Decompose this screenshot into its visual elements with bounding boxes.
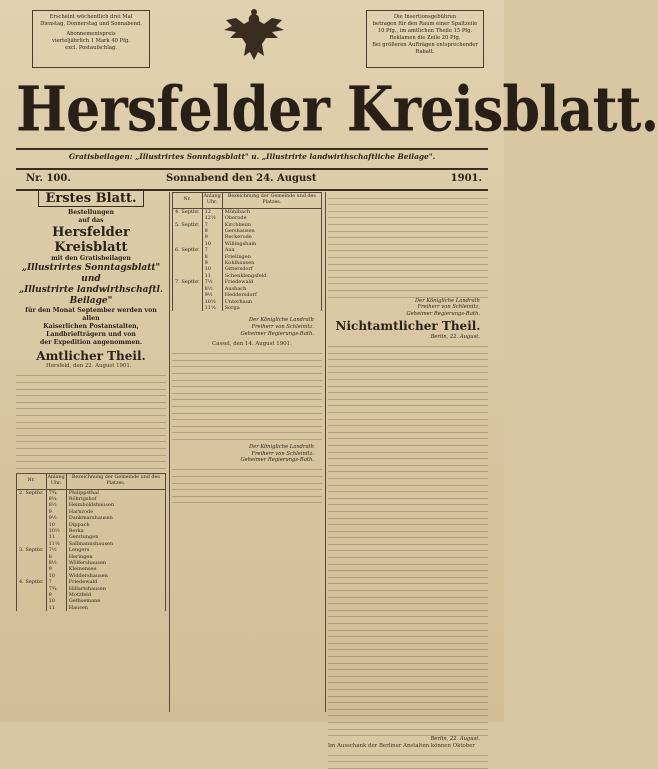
table-cell (173, 305, 203, 311)
table-cell: 11½ (202, 305, 222, 311)
table-cell: Röhrigshof (66, 496, 165, 502)
table-cell: Harnrode (66, 509, 165, 515)
table-cell: 10 (202, 266, 222, 272)
table-cell: 7½ (202, 279, 222, 285)
table-cell: 3. Septbr. (17, 547, 47, 553)
table-cell: 9½ (202, 292, 222, 298)
table-cell: 7 (202, 247, 222, 253)
divider (16, 168, 488, 170)
table-cell: 7. Septbr. (173, 279, 203, 285)
article-dateline: Cassel, den 14. August 1901. (212, 341, 292, 348)
table-cell: Hillartshausen (66, 586, 165, 592)
table-cell: 12½ (202, 215, 222, 221)
column-1 (16, 192, 166, 611)
table-cell: 9 (46, 566, 66, 572)
table-cell: 10 (202, 241, 222, 247)
table-cell: 10 (46, 573, 66, 579)
table-cell: Kirchheim (222, 222, 321, 228)
table-row (17, 605, 166, 611)
notice-line: mit den Gratisbeilagen (51, 254, 131, 262)
box-line: Die Insertionsgebühren (393, 14, 457, 20)
table-cell: Unterhaun (222, 299, 321, 305)
table-cell: 2. Septbr. (17, 489, 47, 496)
table-cell: 9 (46, 509, 66, 515)
table-cell: Gershausen (222, 228, 321, 234)
table-cell: 8½ (46, 502, 66, 508)
table-cell: Friedewald (66, 579, 165, 585)
table-cell: Philippsthal (66, 489, 165, 496)
table-cell: Reckerode (222, 234, 321, 240)
box-line: Reklamen die Zeile 20 Pfg. (389, 35, 461, 41)
section-label: Erstes Blatt. (16, 196, 166, 203)
issue-date: Sonnabend den 24. August (166, 173, 317, 184)
table-header: Nr. (173, 193, 203, 209)
table-cell (17, 605, 47, 611)
table-header: Anlang Uhr. (202, 193, 222, 209)
table-cell: Heddersdorf (222, 292, 321, 298)
signature: Der Königliche Landrath Freiherr von Schleinitz. Geheimer Regierungs-Rath. (240, 444, 314, 464)
column-2 (172, 192, 322, 503)
article-dateline: Hersfeld, den 22. August 1901. (46, 363, 132, 370)
notice-line: Kaiserlichen Postanstalten, Landbriefträgern und von (43, 322, 139, 338)
table-cell: Wölfershausen (66, 560, 165, 566)
issue-dateline (16, 172, 488, 188)
table-cell: 12 (202, 208, 222, 215)
table-cell: 11½ (46, 541, 66, 547)
table-cell: Heringen (66, 554, 165, 560)
table-cell: 11 (46, 534, 66, 540)
table-cell: 6. Septbr. (173, 247, 203, 253)
table-row (173, 305, 322, 311)
table-cell: 11 (46, 605, 66, 611)
table-cell: 9 (202, 234, 222, 240)
table-cell: 10 (46, 598, 66, 604)
table-cell: Hausen (66, 605, 165, 611)
table-cell: Dankmarshausen (66, 515, 165, 521)
table-cell: Gethsemane (66, 598, 165, 604)
official-section-heading: Amtlicher Theil. (36, 348, 146, 363)
table-cell: Aua (222, 247, 321, 253)
supplements-line: Gratisbeilagen: „Illustrirtes Sonntagsblatt" u. „Illustrirte landwirthschaftliche Beilage". (68, 152, 436, 161)
notice-line: für den Monat September werden von allen (25, 306, 157, 322)
article-dateline: Berlin, 22. August. (430, 333, 480, 340)
table-cell: Sorga (222, 305, 321, 311)
table-cell: Motzfeld (66, 592, 165, 598)
table-cell: 7 (202, 222, 222, 228)
table-cell: 7¾ (46, 586, 66, 592)
table-cell: 7¾ (46, 489, 66, 496)
schedule-table (172, 192, 322, 311)
table-cell: 8½ (46, 560, 66, 566)
table-cell: 5. Septbr. (173, 222, 203, 228)
newspaper-title: Hersfelder Kreisblatt. (16, 72, 658, 146)
box-line: vierteljährlich 1 Mark 40 Pfg. (52, 38, 130, 44)
table-header: Bezeichnung der Gemeinde und des Platzes. (66, 473, 165, 489)
table-header: Nr. (17, 473, 47, 489)
table-cell: 11 (202, 273, 222, 279)
table-cell: Sallmannshausen (66, 541, 165, 547)
table-cell: 4. Septbr. (173, 208, 203, 215)
notice-line: auf das (78, 216, 104, 224)
table-cell: 8¼ (46, 496, 66, 502)
table-cell: Ausbach (222, 286, 321, 292)
table-cell: Lengers (66, 547, 165, 553)
box-line: 10 Pfg., im amtlichen Theile 15 Pfg. (377, 28, 473, 34)
box-line: Erscheint wöchentlich drei Mal (49, 14, 133, 20)
table-cell: Schenklengsfeld (222, 273, 321, 279)
table-cell: Frielingen (222, 254, 321, 260)
table-cell: Oberode (222, 215, 321, 221)
issue-year: 1901. (450, 173, 482, 184)
issue-number: Nr. 100. (26, 173, 71, 184)
nonofficial-section-heading: Nichtamtlicher Theil. (335, 319, 481, 334)
divider (16, 148, 488, 150)
eagle-emblem-icon (222, 6, 286, 66)
article-text: Im Ausschank der Berliner Anstalten können Oktober (328, 742, 475, 749)
table-cell: 7 (46, 579, 66, 585)
table-header: Anlang Uhr. (46, 473, 66, 489)
notice-line: Bestellungen (68, 208, 114, 216)
box-line: Bei größeren Aufträgen entsprechender (372, 42, 478, 48)
box-line: betragen für den Raum einer Spaltzeile (372, 21, 478, 27)
table-cell: Kleinensee (66, 566, 165, 572)
schedule-table (16, 473, 166, 612)
subscription-info-box (32, 10, 150, 68)
notice-title: Hersfelder Kreisblatt (52, 224, 130, 255)
table-cell: 8 (46, 554, 66, 560)
signature: Der Königliche Landrath Freiherr von Schleinitz, Geheimer Regierungs-Rath. (406, 297, 480, 317)
table-cell: 9 (202, 260, 222, 266)
notice-line: „Illustrirte landwirthschaftl. Beilage" (18, 284, 164, 306)
table-cell: 8 (202, 254, 222, 260)
table-cell: 9½ (46, 515, 66, 521)
column-3 (328, 192, 488, 769)
table-cell: 7½ (46, 547, 66, 553)
box-line: Abonnementspreis (66, 31, 116, 37)
table-cell: Dippach (66, 522, 165, 528)
box-line: Dienstag, Donnerstag und Sonnabend. (40, 21, 142, 27)
table-cell: 10½ (202, 299, 222, 305)
notice-line: der Expedition angenommen. (39, 338, 143, 346)
table-row (17, 489, 166, 496)
table-cell: 8 (202, 228, 222, 234)
signature: Der Königliche Landrath Freiherr von Schleinitz. Geheimer Regierungs-Rath. (240, 317, 314, 337)
table-cell: Gerstungen (66, 534, 165, 540)
table-cell: 10 (46, 522, 66, 528)
table-cell: Heimboldshausen (66, 502, 165, 508)
table-cell: Willingshain (222, 241, 321, 247)
table-cell: Berka (66, 528, 165, 534)
table-cell: Mühlbach (222, 208, 321, 215)
article-dateline: Berlin, 22. August. (430, 736, 480, 743)
box-line: Rabatt. (415, 49, 435, 55)
table-cell: 8½ (202, 286, 222, 292)
subscription-notice (16, 209, 166, 347)
table-cell: Gittersdorf (222, 266, 321, 272)
table-cell: 4. Septbr. (17, 579, 47, 585)
box-line: excl. Postaufschlag. (65, 45, 117, 51)
table-row (173, 208, 322, 215)
table-cell: Friedewald (222, 279, 321, 285)
column-rule (325, 192, 326, 712)
column-rule (169, 192, 170, 712)
table-cell: 10½ (46, 528, 66, 534)
notice-line: „Illustrirtes Sonntagsblatt" und (21, 262, 161, 284)
table-header: Bezeichnung der Gemeinde und des Platzes. (222, 193, 321, 209)
table-cell: Widdershausen (66, 573, 165, 579)
advertising-rates-box (366, 10, 484, 68)
table-cell: Kohlhausen (222, 260, 321, 266)
table-cell: 9 (46, 592, 66, 598)
